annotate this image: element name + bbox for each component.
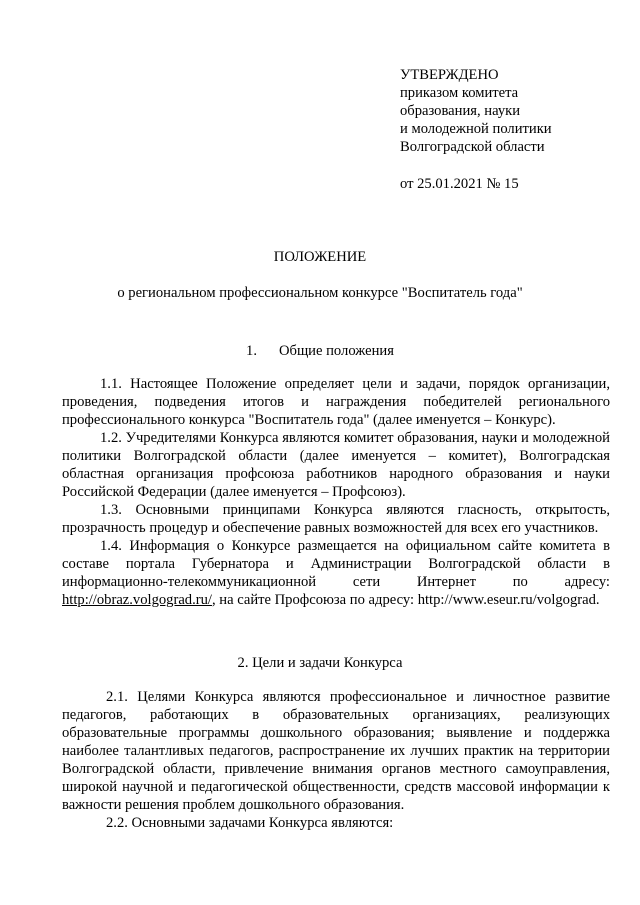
- paragraph-text: 1.4. Информация о Конкурсе размещается на официальном сайте комитета в составе портала Губернатора и Администрации Волгоградской области в информационно-телекоммуникационной сети Интернет по адресу:: [62, 538, 610, 590]
- section-1-body: [62, 375, 610, 609]
- approval-block: [400, 66, 552, 193]
- approval-line: и молодежной политики: [400, 121, 552, 137]
- union-site-url: http://www.eseur.ru/volgograd.: [417, 592, 600, 608]
- paragraph-2-1: 2.1. Целями Конкурса являются профессиональное и личностное развитие педагогов, работающих в образовательных организациях, реализующих образовательные программы дошкольного образования; выявление и поддержка наиболее талантливых педагогов, распространение их лучших практик на территории Волгоградской области, привлечение внимания органов местного самоуправления, широкой научной и педагогической общественности, средств массовой информации к важности решения проблем дошкольного образования.: [62, 689, 610, 813]
- approval-line: Волгоградской области: [400, 139, 545, 155]
- paragraph-1-3: 1.3. Основными принципами Конкурса являются гласность, открытость, прозрачность процедур и обеспечение равных возможностей для всех его участников.: [62, 502, 610, 536]
- paragraph-text: , на сайте Профсоюза по адресу:: [211, 592, 418, 608]
- section-title: Общие положения: [278, 343, 394, 359]
- document-subtitle: о региональном профессиональном конкурсе "Воспитатель года": [117, 285, 523, 301]
- section-2-body: [62, 688, 610, 832]
- committee-site-link[interactable]: http://obraz.volgograd.ru/: [62, 592, 212, 608]
- approval-line: образования, науки: [400, 103, 521, 119]
- order-reference: от 25.01.2021 № 15: [400, 176, 519, 192]
- paragraph-2-2: 2.2. Основными задачами Конкурса являются:: [106, 815, 394, 831]
- document-title: ПОЛОЖЕНИЕ: [273, 249, 367, 265]
- section-number: 1.: [246, 343, 257, 359]
- section-1-heading: [0, 343, 640, 360]
- approval-line: приказом комитета: [400, 85, 519, 101]
- approval-heading: УТВЕРЖДЕНО: [400, 67, 499, 83]
- paragraph-1-1: 1.1. Настоящее Положение определяет цели и задачи, порядок организации, проведения, подведения итогов и награждения победителей регионального профессионального конкурса "Воспитатель года" (далее именуется – Конкурс).: [62, 376, 610, 428]
- paragraph-1-4: [62, 537, 610, 609]
- paragraph-1-2: 1.2. Учредителями Конкурса являются комитет образования, науки и молодежной политики Волгоградской области (далее именуется – комитет), Волгоградская областная организация профсоюза работников народного образования и науки Российской Федерации (далее именуется – Профсоюз).: [62, 430, 610, 500]
- section-2-heading: 2. Цели и задачи Конкурса: [237, 655, 403, 671]
